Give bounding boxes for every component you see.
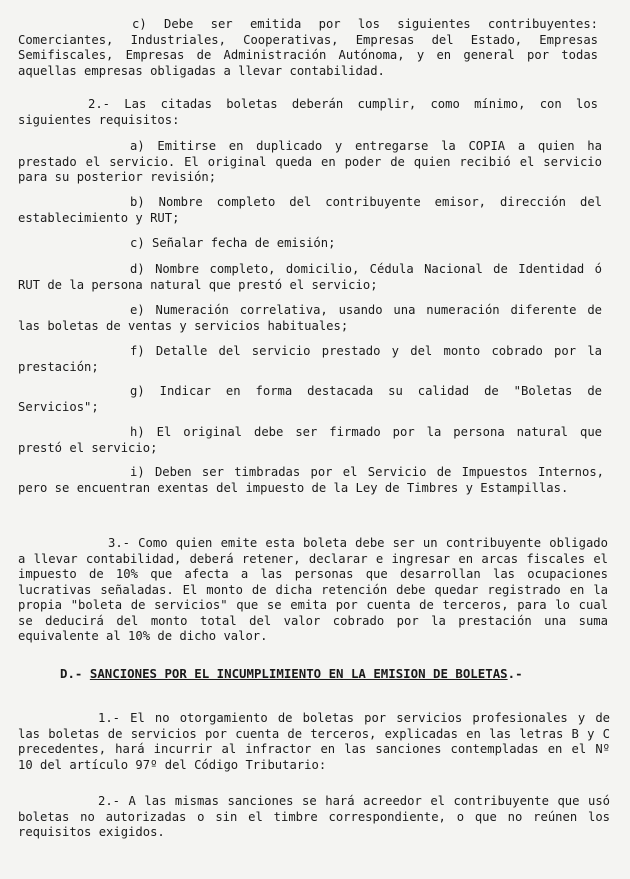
heading-suffix: .-: [507, 666, 523, 681]
requirement-d: d) Nombre completo, domicilio, Cédula Nacional de Identidad ó RUT de la persona natural que prestó el servicio;: [18, 262, 602, 292]
requirement-c: c) Señalar fecha de emisión;: [130, 236, 336, 250]
section-d-heading: [60, 666, 523, 682]
requirement-i: i) Deben ser timbradas por el Servicio de Impuestos Internos, pero se encuentran exentas del impuesto de la Ley de Timbres y Estampillas.: [18, 465, 604, 495]
sanction-2: 2.- A las mismas sanciones se hará acreedor el contribuyente que usó boletas no autorizadas o sin el timbre correspondiente, o que no reúnen los requisitos exigidos.: [18, 794, 610, 839]
requirement-b: b) Nombre completo del contribuyente emisor, dirección del establecimiento y RUT;: [18, 195, 602, 225]
heading-title: SANCIONES POR EL INCUMPLIMIENTO EN LA EMISION DE BOLETAS: [89, 666, 508, 681]
sanction-1: 1.- El no otorgamiento de boletas por servicios profesionales y de las boletas de servicios por cuenta de terceros, explicadas en las letras B y C precedentes, hará incurrir al infractor en las sanciones contempladas en el Nº 10 del artículo 97º del Código Tributario:: [18, 711, 610, 772]
requirement-g: g) Indicar en forma destacada su calidad de "Boletas de Servicios";: [18, 384, 602, 414]
requirement-a: a) Emitirse en duplicado y entregarse la COPIA a quien ha prestado el servicio. El original queda en poder de quien recibió el servicio para su posterior revisión;: [18, 139, 602, 184]
paragraph-c: c) Debe ser emitida por los siguientes contribuyentes: Comerciantes, Industriales, Cooperativas, Empresas del Estado, Empresas Semifiscales, Empresas de Administración Autónoma, y en general por todas aquellas empresas obligadas a llevar contabilidad.: [18, 17, 598, 78]
requirement-h: h) El original debe ser firmado por la persona natural que prestó el servicio;: [18, 425, 602, 455]
heading-prefix: D.-: [60, 666, 83, 681]
paragraph-2: 2.- Las citadas boletas deberán cumplir, como mínimo, con los siguientes requisitos:: [18, 97, 598, 127]
paragraph-3: 3.- Como quien emite esta boleta debe ser un contribuyente obligado a llevar contabilidad, deberá retener, declarar e ingresar en arcas fiscales el impuesto de 10% que afecta a las personas que desarrollan las ocupaciones lucrativas señaladas. El monto de dicha retención debe quedar registrado en la propia "boleta de servicios" que se emita por cuenta de terceros, para lo cual se deducirá del monto total del valor cobrado por la prestación una suma equivalente al 10% de dicho valor.: [18, 536, 608, 643]
requirement-e: e) Numeración correlativa, usando una numeración diferente de las boletas de ventas y servicios habituales;: [18, 303, 602, 333]
requirement-f: f) Detalle del servicio prestado y del monto cobrado por la prestación;: [18, 344, 602, 374]
